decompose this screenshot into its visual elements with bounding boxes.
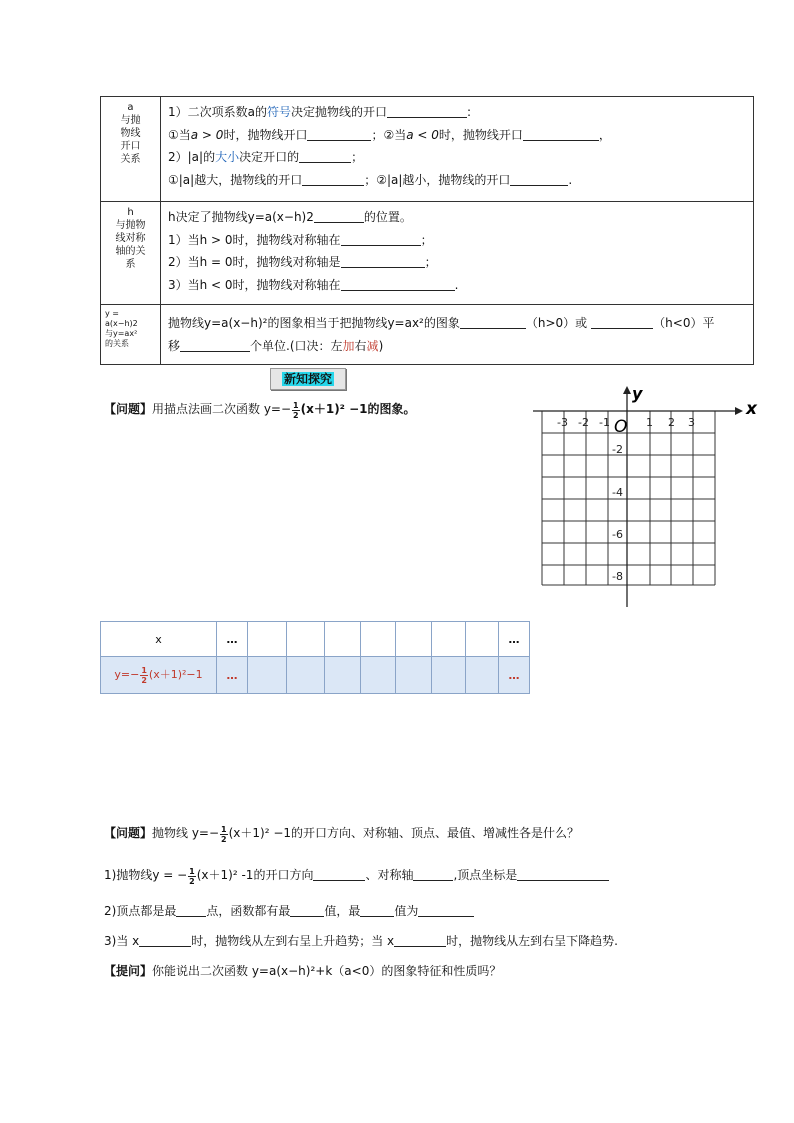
ask-text: 【提问】你能说出二次函数 y=a(x−h)²+k（a<0）的图象特征和性质吗？	[104, 964, 502, 978]
value-cell[interactable]	[396, 622, 432, 657]
blank-input[interactable]	[523, 126, 599, 141]
blank-input[interactable]	[302, 171, 364, 186]
y-tick-label: -4	[612, 486, 623, 499]
row2-content: h决定了抛物线y=a(x−h)2 的位置。 1）当h > 0时，抛物线对称轴在 ； 2）当h = 0时，抛物线对称轴是 ； 3）当h < 0时，抛物线对称轴在 .	[161, 202, 754, 305]
blank-input[interactable]	[341, 253, 425, 268]
blank-input[interactable]	[290, 902, 324, 917]
blank-input[interactable]	[176, 902, 206, 917]
y-row-label: y=− $\frac{1}{2}$ (x＋1)²−1	[101, 657, 217, 694]
blank-input[interactable]	[387, 103, 467, 118]
x-row-label: x	[101, 622, 217, 657]
value-cell[interactable]	[248, 622, 287, 657]
section-tag: 新知探究	[270, 368, 346, 390]
row3-label: y = a(x−h)2 与y=ax² 的关系	[101, 305, 161, 365]
grid-lines	[533, 411, 715, 585]
blank-input[interactable]	[180, 337, 250, 352]
blank-input[interactable]	[517, 866, 609, 881]
question-1: 1)抛物线y = − $\frac{1}{2}$ (x＋1)² -1的开口方向 、对称轴 ,顶点坐标是	[104, 866, 609, 886]
x-tick-label: -1	[599, 416, 610, 429]
x-tick-label: -2	[578, 416, 589, 429]
ellipsis: …	[217, 622, 248, 657]
question-3: 3)当 x 时，抛物线从左到右呈上升趋势；当 x 时，抛物线从左到右呈下降趋势.	[104, 934, 618, 948]
blank-input[interactable]	[299, 148, 351, 163]
blank-input[interactable]	[510, 171, 568, 186]
blank-input[interactable]	[591, 314, 653, 329]
y-tick-label: -2	[612, 443, 623, 456]
x-tick-label: 2	[668, 416, 675, 429]
blank-input[interactable]	[460, 314, 526, 329]
blank-input[interactable]	[314, 208, 364, 223]
problem1-text: 【问题】用描点法画二次函数 y=− $\frac{1}{2}$ (x＋1)² −1的图象。	[104, 401, 416, 420]
value-cell[interactable]	[396, 657, 432, 694]
value-cell[interactable]	[325, 657, 361, 694]
x-tick-label: 3	[688, 416, 695, 429]
value-cell[interactable]	[361, 622, 396, 657]
y-tick-label: -8	[612, 570, 623, 583]
blank-input[interactable]	[341, 276, 455, 291]
blank-input[interactable]	[418, 902, 474, 917]
value-cell[interactable]	[432, 622, 466, 657]
value-cell[interactable]	[466, 657, 499, 694]
x-axis-label: x	[746, 399, 757, 419]
ellipsis: …	[499, 622, 530, 657]
blank-input[interactable]	[139, 932, 191, 947]
row2-label: h 与抛物 线对称 轴的关 系	[101, 202, 161, 305]
coordinate-grid	[530, 382, 760, 614]
value-cell[interactable]	[325, 622, 361, 657]
blank-input[interactable]	[341, 231, 421, 246]
ellipsis: …	[499, 657, 530, 694]
blank-input[interactable]	[413, 866, 453, 881]
blank-input[interactable]	[313, 866, 365, 881]
ellipsis: …	[217, 657, 248, 694]
value-table	[100, 621, 530, 694]
blank-input[interactable]	[307, 126, 371, 141]
x-tick-label: 1	[646, 416, 653, 429]
row1-label: a 与抛 物线 开口 关系	[101, 97, 161, 202]
blank-input[interactable]	[394, 932, 446, 947]
x-axis-arrow	[735, 407, 743, 415]
y-axis-arrow	[623, 386, 631, 394]
row1-content: 1）二次项系数a的符号决定抛物线的开口 : ①当a > 0时，抛物线开口 ；②当a < 0时，抛物线开口 ， 2）|a|的大小决定开口的 ； ①|a|越大，抛物线的开口 ；②|a|越小，抛物线的开口 .	[161, 97, 754, 202]
value-cell[interactable]	[361, 657, 396, 694]
y-axis-label: y	[632, 384, 643, 403]
summary-table	[100, 96, 754, 365]
problem2-text: 【问题】抛物线 y=− $\frac{1}{2}$ (x＋1)² −1的开口方向、对称轴、顶点、最值、增减性各是什么？	[104, 825, 580, 844]
origin-label: O	[614, 417, 628, 437]
blank-input[interactable]	[360, 902, 394, 917]
value-cell[interactable]	[466, 622, 499, 657]
value-cell[interactable]	[248, 657, 287, 694]
question-2: 2)顶点都是最 点，函数都有最 值，最 值为	[104, 902, 474, 919]
value-cell[interactable]	[287, 657, 325, 694]
row3-content: 抛物线y=a(x−h)²的图象相当于把抛物线y=ax²的图象 （h>0）或 （h<0）平 移 个单位.(口决：左加右减)	[161, 305, 754, 365]
value-cell[interactable]	[287, 622, 325, 657]
y-tick-label: -6	[612, 528, 623, 541]
value-cell[interactable]	[432, 657, 466, 694]
x-tick-label: -3	[557, 416, 568, 429]
